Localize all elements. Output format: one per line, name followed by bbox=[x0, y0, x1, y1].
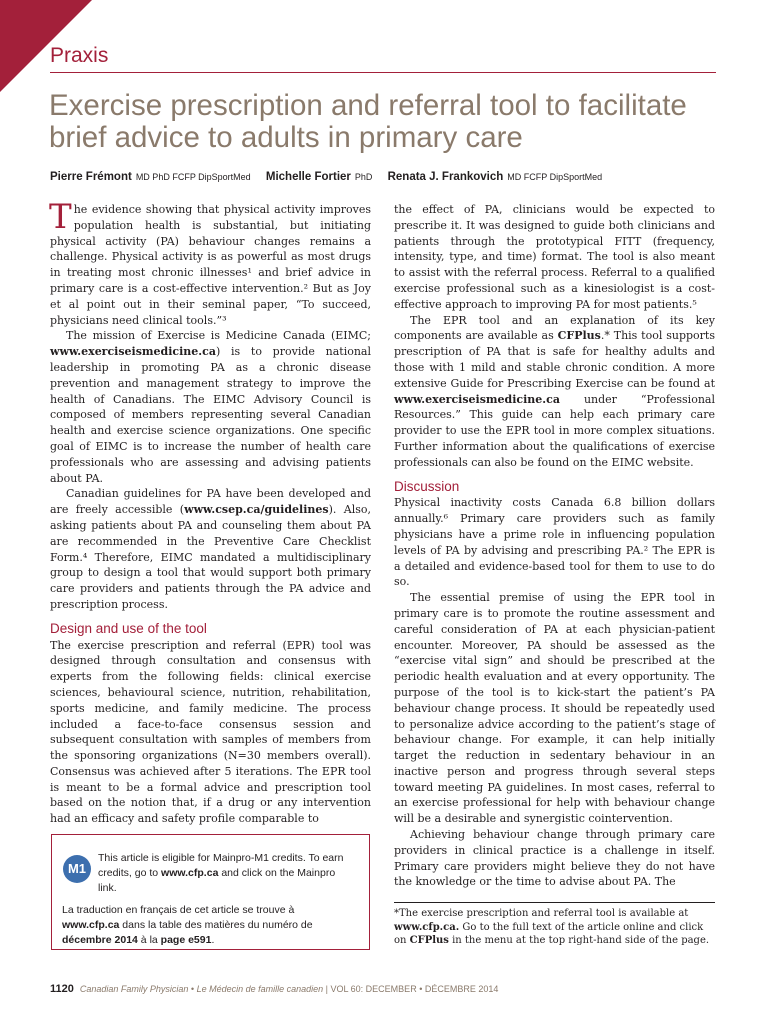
mainpro-box bbox=[51, 834, 370, 950]
article-title: Exercise prescription and referral tool to facilitate brief advice to adults in primary care bbox=[49, 89, 687, 154]
mainpro-note: This article is eligible for Mainpro-M1 credits. To earn credits, go to www.cfp.ca and click on the Mainpro link. bbox=[98, 852, 344, 894]
page-number: 1120 bbox=[50, 983, 74, 995]
link-text: www.exerciseismedicine.ca bbox=[394, 392, 560, 406]
page-footer bbox=[50, 983, 498, 995]
paragraph: Canadian guidelines for PA have been developed and are freely accessible (www.csep.ca/guidelines). Also, asking patients about PA and counseling them about PA are recommended in the Preventive Care Checklist Form.⁴ Therefore, EIMC mandated a multidisciplinary group to design a tool that would support both primary care providers and patients through the PA advice and prescription process. bbox=[50, 487, 371, 611]
link-text: CFPlus bbox=[557, 329, 601, 343]
paragraph: The mission of Exercise is Medicine Canada (EIMC; www.exerciseismedicine.ca) is to provide national leadership in promoting PA as a chronic disease prevention and management strategy to improve the health of Canadians. The EIMC Advisory Council is composed of members representing several Canadian health and exercise science organizations. One specific goal of EIMC is to increase the number of health care professionals who are assessing and advising patients about PA. bbox=[50, 329, 371, 485]
author-credentials: PhD bbox=[354, 172, 373, 182]
paragraph: Achieving behaviour change through primary care providers in clinical practice is a challenge in itself. Primary care providers might believe they do not have the knowledge or the time to advise about PA. The bbox=[394, 828, 715, 889]
footnote: *The exercise prescription and referral tool is available at www.cfp.ca. Go to the full text of the article online and click on CFPlus in the menu at the top right-hand side of the page. bbox=[394, 908, 710, 946]
author-line bbox=[50, 171, 602, 183]
link-text: www.csep.ca/guidelines bbox=[184, 503, 329, 517]
footnote-rule bbox=[394, 902, 715, 903]
paragraph: the effect of PA, clinicians would be expected to prescribe it. It was designed to guide both clinicians and patients through the prototypical FITT (frequency, intensity, type, and time) format. The tool is also meant to assist with the referral process. Referral to a qualified exercise professional such as a kinesiologist is a cost-effective approach to improving PA for most patients.⁵ bbox=[394, 203, 715, 311]
author-credentials: MD PhD FCFP DipSportMed bbox=[135, 172, 251, 182]
section-label: Praxis bbox=[50, 44, 109, 67]
section-heading: Design and use of the tool bbox=[50, 620, 207, 636]
right-column bbox=[394, 202, 715, 890]
french-note: La traduction en français de cet article se trouve à www.cfp.ca dans la table des matières du numéro de décembre 2014 à la page e591. bbox=[62, 904, 313, 946]
section-heading: Discussion bbox=[394, 478, 460, 494]
journal-name: Canadian Family Physician • Le Médecin de famille canadien bbox=[79, 984, 324, 994]
paragraph: The EPR tool and an explanation of its key components are available as CFPlus.* This tool supports prescription of PA that is safe for healthy adults and those with 1 mild and stable chronic condition. A more extensive Guide for Prescribing Exercise can be found at www.exerciseismedicine.ca under “Professional Resources.” This guide can help each primary care provider to use the EPR tool in more complex situations. Further information about the qualifications of exercise professionals can also be found on the EIMC website. bbox=[394, 313, 715, 469]
author-name: Michelle Fortier bbox=[265, 171, 351, 183]
mainpro-logo-icon: M1 bbox=[63, 855, 91, 883]
paragraph: Physical inactivity costs Canada 6.8 billion dollars annually.⁶ Primary care providers such as family physicians have a prime role in influencing population levels of PA by advising and prescribing PA.² The EPR is a detailed and evidence-based tool for them to use to do so. bbox=[394, 496, 715, 589]
left-column bbox=[49, 197, 371, 827]
link-text: www.exerciseismedicine.ca bbox=[50, 345, 216, 359]
link-text: www.cfp.ca bbox=[161, 867, 219, 879]
author-credentials: MD FCFP DipSportMed bbox=[507, 172, 603, 182]
drop-cap: T bbox=[49, 197, 72, 237]
volume-info: | VOL 60: DECEMBER • DÉCEMBRE 2014 bbox=[323, 984, 499, 994]
paragraph: The essential premise of using the EPR tool in primary care is to promote the routine assessment and careful consideration of PA at each physician-patient encounter. Moreover, PA should be assessed as the “exercise vital sign” and should be prescribed at the periodic health evaluation and at every opportunity. The purpose of the tool is to kick-start the patient’s PA behaviour change process. It should be repeatedly used to personalize advice according to the patient’s stage of behaviour change. For example, it can help initially target the reduction in sedentary behaviour in an inactive person and progress through several steps toward meeting PA guidelines. In most cases, referral to an exercise professional for help with behaviour change will be a desirable and synergistic cointervention. bbox=[394, 591, 715, 826]
header-rule bbox=[50, 72, 716, 73]
author-name: Renata J. Frankovich bbox=[387, 171, 504, 183]
paragraph: The evidence showing that physical activity improves population health is substantial, but initiating physical activity (PA) behaviour changes remains a challenge. Physical activity is as powerful as most drugs in treating most chronic illnesses¹ and brief advice in primary care is a cost-effective intervention.² But as Joy et al point out in their seminal paper, “To succeed, physicians need clinical tools.”³ bbox=[49, 197, 371, 327]
paragraph: The exercise prescription and referral (EPR) tool was designed through consultation and consensus with experts from the following fields: clinical exercise sciences, behavioural science, nutrition, rehabilitation, sports medicine, and family medicine. The process included a face-to-face consensus session and subsequent consultation with samples of members from the sponsoring organizations (N=30 members overall). Consensus was achieved after 5 iterations. The EPR tool is meant to be a formal advice and prescription tool based on the notion that, if a drug or any intervention had an efficacy and safety profile comparable to bbox=[50, 638, 371, 826]
author-name: Pierre Frémont bbox=[50, 171, 132, 183]
